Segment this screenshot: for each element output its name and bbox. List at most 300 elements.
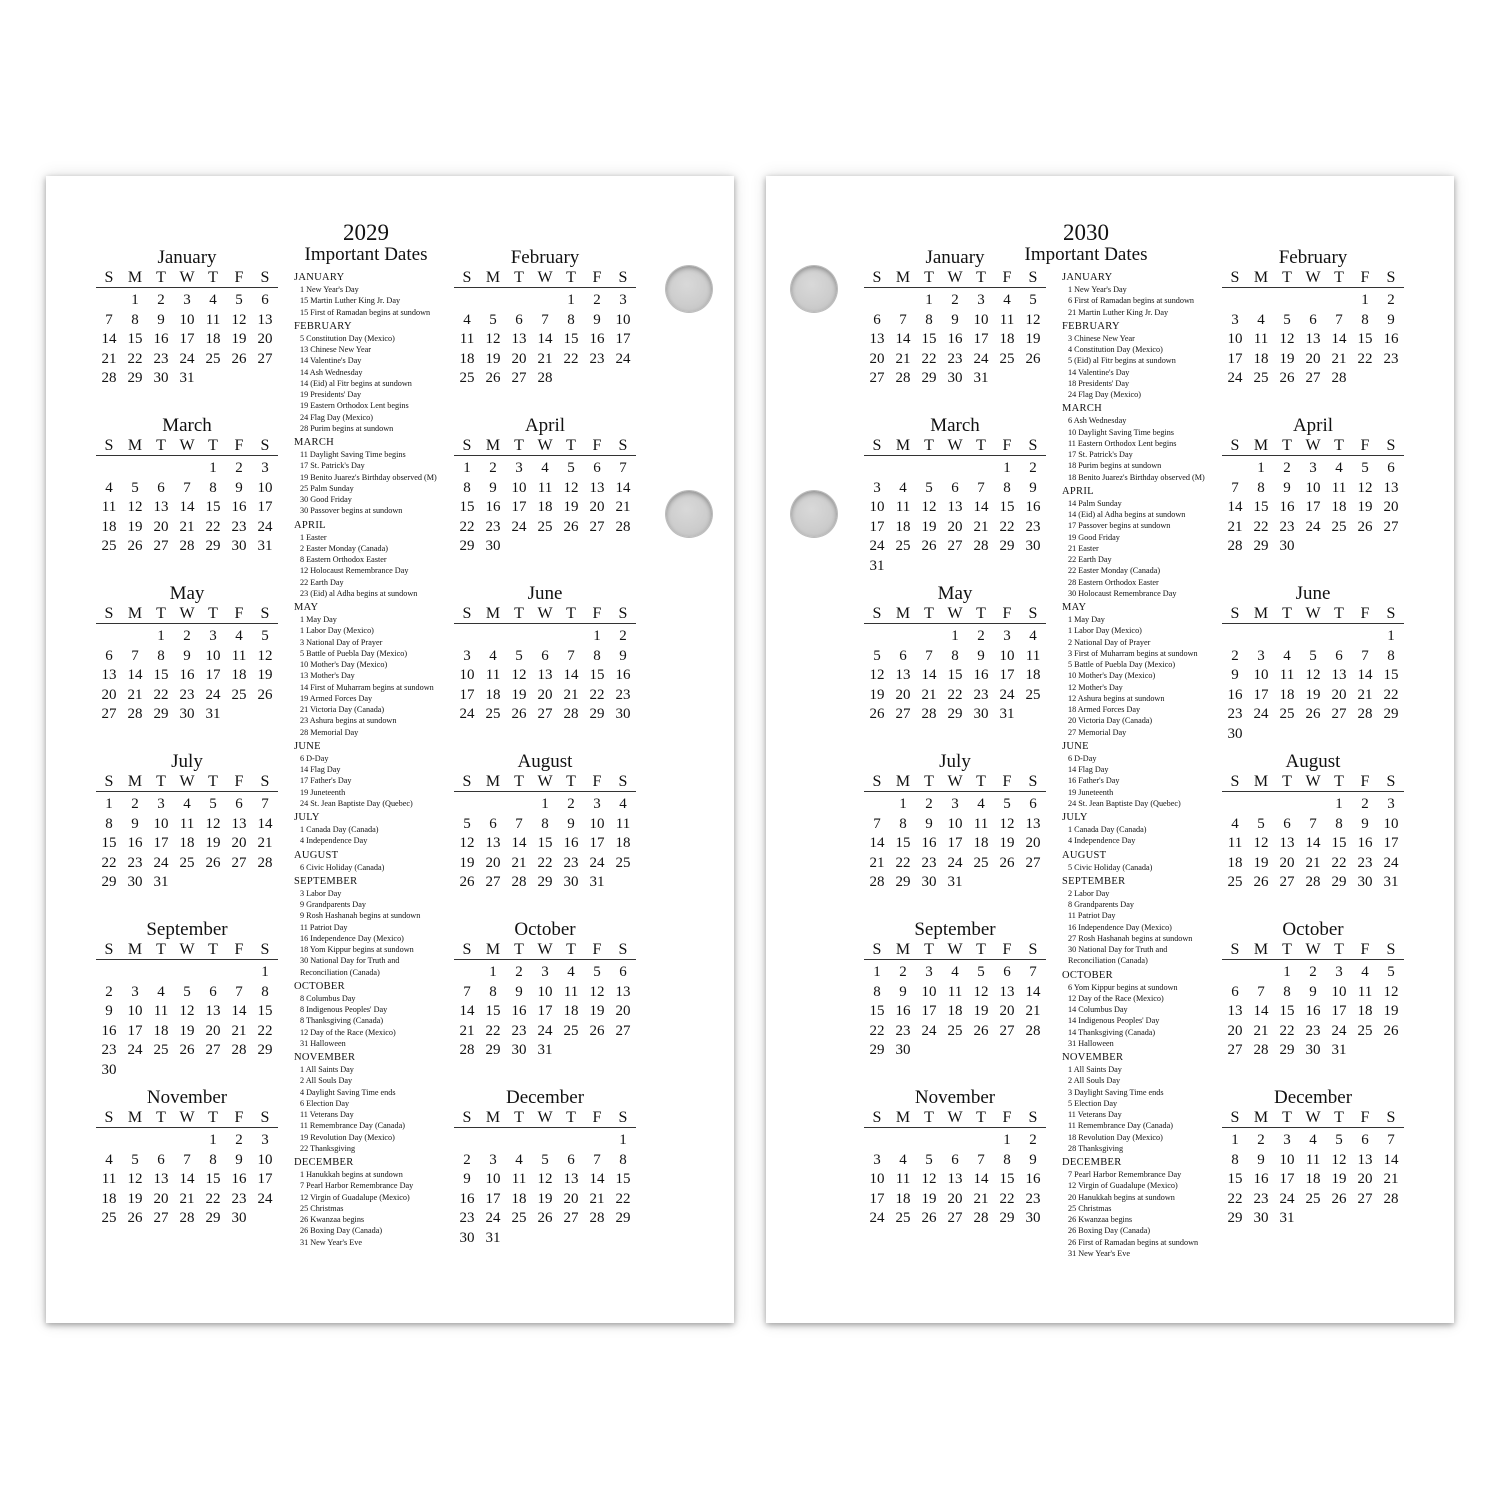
holiday-month-heading: APRIL: [294, 519, 326, 531]
day-cell: 28: [1331, 370, 1347, 386]
day-cell: 24: [1253, 706, 1269, 722]
weekday-label: W: [947, 941, 963, 958]
day-cell: 25: [563, 1022, 579, 1039]
day-cell: 25: [205, 350, 221, 367]
day-cell: 5: [1029, 292, 1037, 308]
day-cell: 28: [615, 518, 631, 535]
day-cell: 25: [1279, 706, 1295, 722]
holiday-item: 24 St. Jean Baptiste Day (Quebec): [1068, 798, 1181, 808]
day-cell: 2: [567, 796, 575, 812]
day-cell: 26: [537, 1210, 553, 1226]
empty-cell: [226, 963, 252, 983]
day-cell: 12: [869, 667, 885, 683]
day-cell: 11: [1357, 983, 1373, 1000]
holiday-item: 22 Earth Day: [1068, 555, 1112, 564]
day-cell: 1: [1335, 796, 1343, 812]
weekday-label: T: [156, 773, 166, 790]
day-cell: 8: [209, 1151, 217, 1168]
day-cell: 30: [511, 1042, 527, 1058]
day-cell: 1: [925, 292, 933, 308]
day-cell: 26: [1025, 350, 1041, 367]
day-cell: 11: [205, 311, 221, 328]
day-cell: 22: [1279, 1022, 1295, 1039]
day-cell: 7: [235, 983, 243, 1000]
day-cell: 31: [153, 874, 169, 890]
day-cell: 17: [615, 331, 631, 347]
holiday-item: 23 Ashura begins at sundown: [300, 716, 397, 726]
holiday-item: 16 Independence Day (Mexico): [1068, 922, 1172, 932]
day-cell: 27: [895, 706, 911, 722]
day-cell: 27: [1305, 370, 1321, 386]
day-cell: 30: [231, 538, 247, 554]
holiday-item: 19 Juneteenth: [300, 787, 346, 797]
empty-cell: [96, 963, 122, 983]
weekday-header: [1222, 269, 1404, 288]
day-cell: 16: [589, 331, 605, 347]
weekday-label: T: [924, 437, 934, 454]
holiday-item: 4 Independence Day: [300, 836, 368, 846]
day-cell: 26: [127, 1210, 143, 1226]
holiday-item: 13 Mother's Day: [300, 671, 355, 681]
weekday-label: W: [1305, 941, 1321, 958]
holiday-item: 2 Labor Day: [1068, 888, 1110, 898]
month-october: [1222, 920, 1404, 1061]
weekday-label: T: [1282, 437, 1292, 454]
weekday-header: [96, 1109, 278, 1128]
day-cell: 2: [1361, 796, 1369, 812]
weekday-label: M: [485, 1109, 501, 1126]
day-cell: 11: [231, 647, 247, 664]
day-cell: 19: [537, 1190, 553, 1207]
empty-cell: [942, 1131, 968, 1151]
weekday-label: T: [566, 437, 576, 454]
weekday-label: T: [1334, 437, 1344, 454]
day-cell: 10: [999, 647, 1015, 664]
holiday-item: 28 Memorial Day: [300, 727, 359, 737]
weekday-label: T: [156, 941, 166, 958]
weekday-label: T: [976, 605, 986, 622]
weekday-label: F: [1360, 941, 1370, 958]
empty-cell: [864, 291, 890, 311]
holiday-item: 14 Thanksgiving (Canada): [1068, 1027, 1156, 1037]
month-name: December: [505, 1087, 585, 1108]
empty-cell: [558, 627, 584, 647]
day-cell: 14: [1253, 1003, 1269, 1019]
day-cell: 31: [179, 370, 195, 386]
day-cell: 11: [999, 311, 1015, 328]
day-cell: 6: [1387, 460, 1395, 476]
day-cell: 2: [899, 964, 907, 980]
weekday-label: W: [537, 773, 553, 790]
weekday-label: S: [872, 941, 882, 958]
empty-cell: [1352, 627, 1378, 647]
weekday-label: W: [947, 605, 963, 622]
day-cell: 27: [153, 538, 169, 554]
day-cell: 4: [1029, 628, 1037, 644]
day-cell: 2: [1257, 1132, 1265, 1148]
empty-cell: [506, 627, 532, 647]
holiday-item: 19 Armed Forces Day: [300, 693, 373, 703]
day-cell: 8: [619, 1151, 627, 1168]
month-name: January: [925, 247, 985, 268]
day-cell: 30: [1253, 1210, 1269, 1226]
day-cell: 28: [1383, 1190, 1399, 1207]
holiday-item: 31 New Year's Eve: [300, 1237, 362, 1247]
day-cell: 27: [231, 854, 247, 871]
weekday-label: W: [1305, 773, 1321, 790]
day-cell: 26: [1357, 518, 1373, 535]
holiday-item: 22 Easter Monday (Canada): [1068, 566, 1161, 576]
holiday-item: 28 Purim begins at sundown: [300, 423, 394, 433]
holiday-item: 30 National Day for Truth and: [300, 956, 400, 966]
holiday-item: 12 Day of the Race (Mexico): [300, 1027, 396, 1037]
weekday-label: F: [1002, 941, 1012, 958]
day-cell: 29: [895, 874, 911, 890]
month-name: February: [1278, 247, 1348, 268]
day-cell: 19: [921, 1190, 937, 1207]
day-cell: 26: [485, 370, 501, 386]
weekday-label: S: [1386, 269, 1396, 286]
day-cell: 7: [105, 311, 113, 328]
day-cell: 19: [1357, 499, 1373, 515]
day-cell: 4: [899, 479, 907, 496]
day-cell: 18: [153, 1022, 169, 1039]
empty-cell: [454, 627, 480, 647]
weekday-label: T: [976, 269, 986, 286]
day-cell: 6: [1309, 311, 1317, 328]
day-cell: 17: [947, 835, 963, 851]
day-cell: 5: [515, 647, 523, 664]
day-cell: 25: [101, 538, 117, 554]
empty-cell: [480, 1131, 506, 1151]
empty-cell: [864, 459, 890, 479]
day-grid: [864, 1131, 1046, 1229]
holiday-item: 14 (Eid) al Fitr begins at sundown: [300, 378, 412, 388]
holiday-item: 18 Presidents' Day: [1068, 378, 1130, 388]
day-cell: 21: [1305, 854, 1321, 871]
day-cell: 2: [619, 628, 627, 644]
holiday-month-heading: JULY: [294, 812, 320, 823]
day-cell: 1: [209, 460, 217, 476]
day-cell: 15: [257, 1003, 273, 1019]
holiday-item: Reconciliation (Canada): [1068, 956, 1148, 966]
holiday-item: 1 Labor Day (Mexico): [1068, 626, 1142, 636]
day-cell: 11: [947, 983, 963, 1000]
day-cell: 3: [951, 796, 959, 812]
holiday-item: 7 Pearl Harbor Remembrance Day: [300, 1181, 414, 1191]
day-cell: 21: [1331, 350, 1347, 367]
holiday-item: 15 Martin Luther King Jr. Day: [300, 296, 401, 306]
day-cell: 24: [615, 350, 631, 367]
day-cell: 27: [485, 874, 501, 890]
day-cell: 3: [1387, 796, 1395, 812]
day-cell: 31: [1331, 1042, 1347, 1058]
day-cell: 22: [1331, 854, 1347, 871]
day-cell: 6: [1361, 1132, 1369, 1148]
holiday-item: 2 All Souls Day: [1068, 1076, 1121, 1086]
day-cell: 19: [921, 518, 937, 535]
day-cell: 11: [485, 667, 501, 683]
empty-cell: [532, 291, 558, 311]
holiday-item: 3 Chinese New Year: [1068, 333, 1135, 343]
day-cell: 30: [615, 706, 631, 722]
day-cell: 3: [261, 460, 269, 476]
empty-cell: [1274, 291, 1300, 311]
empty-cell: [916, 627, 942, 647]
day-cell: 12: [563, 479, 579, 496]
day-cell: 1: [567, 292, 575, 308]
holiday-item: 14 Columbus Day: [1068, 1005, 1128, 1014]
day-cell: 25: [537, 518, 553, 535]
holiday-item: 11 Eastern Orthodox Lent begins: [1068, 438, 1177, 448]
weekday-label: M: [895, 941, 911, 958]
day-cell: 22: [485, 1022, 501, 1039]
day-cell: 23: [101, 1042, 117, 1058]
day-cell: 17: [1331, 1003, 1347, 1019]
holiday-item: 7 Pearl Harbor Remembrance Day: [1068, 1170, 1182, 1179]
holiday-item: 3 First of Muharram begins at sundown: [1068, 648, 1198, 658]
day-cell: 6: [1029, 796, 1037, 812]
day-cell: 6: [157, 479, 165, 496]
day-cell: 24: [921, 1022, 937, 1039]
weekday-label: S: [1028, 605, 1038, 622]
weekday-label: T: [514, 437, 524, 454]
weekday-header: [96, 773, 278, 792]
holiday-item: 5 Election Day: [1068, 1098, 1118, 1108]
weekday-label: F: [1360, 269, 1370, 286]
holiday-item: 16 Father's Day: [1068, 776, 1120, 786]
holiday-item: 19 Benito Juarez's Birthday observed (M): [300, 472, 437, 482]
weekday-label: T: [208, 269, 218, 286]
holiday-item: 11 Remembrance Day (Canada): [1068, 1121, 1173, 1131]
holiday-month-heading: NOVEMBER: [1062, 1052, 1124, 1063]
day-cell: 10: [615, 311, 631, 328]
day-cell: 10: [511, 479, 527, 496]
month-june: [454, 584, 636, 725]
day-cell: 25: [1305, 1190, 1321, 1207]
day-cell: 4: [157, 983, 165, 1000]
holiday-item: 12 Virgin of Guadalupe (Mexico): [300, 1192, 410, 1202]
day-cell: 12: [1025, 311, 1041, 328]
empty-cell: [454, 1131, 480, 1151]
weekday-label: W: [537, 269, 553, 286]
day-cell: 10: [1279, 1151, 1295, 1168]
day-cell: 21: [179, 1190, 195, 1207]
day-cell: 19: [485, 350, 501, 367]
month-november: [96, 1088, 278, 1229]
weekday-label: S: [1386, 1109, 1396, 1126]
day-cell: 22: [1227, 1190, 1243, 1207]
day-cell: 14: [1331, 331, 1347, 347]
day-cell: 24: [869, 538, 885, 554]
empty-cell: [148, 1131, 174, 1151]
weekday-label: W: [179, 437, 195, 454]
day-cell: 26: [921, 538, 937, 554]
day-cell: 8: [567, 311, 575, 328]
day-cell: 7: [1387, 1132, 1395, 1148]
weekday-label: M: [895, 1109, 911, 1126]
empty-cell: [148, 963, 174, 983]
holiday-item: 1 New Year's Day: [1068, 285, 1127, 294]
day-cell: 6: [235, 796, 243, 812]
month-september: [96, 920, 278, 1080]
day-cell: 4: [619, 796, 627, 812]
weekday-label: T: [924, 773, 934, 790]
day-cell: 7: [873, 815, 881, 832]
day-cell: 30: [1305, 1042, 1321, 1058]
weekday-label: W: [947, 1109, 963, 1126]
day-cell: 25: [1253, 370, 1269, 386]
day-cell: 11: [537, 479, 553, 496]
day-cell: 27: [563, 1210, 579, 1226]
weekday-label: S: [872, 1109, 882, 1126]
day-cell: 23: [459, 1210, 475, 1226]
day-grid: [96, 291, 278, 389]
day-cell: 22: [153, 686, 169, 703]
day-cell: 3: [1231, 311, 1239, 328]
day-cell: 27: [589, 518, 605, 535]
weekday-label: F: [234, 605, 244, 622]
weekday-label: M: [127, 437, 143, 454]
weekday-label: S: [618, 605, 628, 622]
weekday-label: T: [156, 269, 166, 286]
day-cell: 3: [209, 628, 217, 644]
day-cell: 20: [947, 518, 963, 535]
weekday-label: T: [156, 437, 166, 454]
weekday-label: T: [924, 941, 934, 958]
day-cell: 2: [489, 460, 497, 476]
day-cell: 7: [1257, 983, 1265, 1000]
day-cell: 13: [1279, 835, 1295, 851]
day-grid: [96, 627, 278, 725]
day-cell: 17: [127, 1022, 143, 1039]
month-december: [454, 1088, 636, 1248]
weekday-label: M: [1253, 1109, 1269, 1126]
day-cell: 18: [947, 1003, 963, 1019]
day-cell: 15: [895, 835, 911, 851]
day-cell: 3: [541, 964, 549, 980]
day-cell: 14: [563, 667, 579, 683]
empty-cell: [122, 459, 148, 479]
day-cell: 28: [1305, 874, 1321, 890]
day-cell: 21: [1227, 518, 1243, 535]
empty-cell: [96, 1131, 122, 1151]
holiday-item: 22 Thanksgiving: [300, 1143, 356, 1153]
day-cell: 14: [231, 1003, 247, 1019]
day-cell: 3: [261, 1132, 269, 1148]
day-cell: 16: [563, 835, 579, 851]
weekday-label: F: [592, 1109, 602, 1126]
day-cell: 12: [921, 1171, 937, 1187]
empty-cell: [506, 1131, 532, 1151]
day-cell: 20: [1357, 1171, 1373, 1187]
day-cell: 25: [973, 854, 989, 871]
day-grid: [1222, 1131, 1404, 1229]
day-cell: 13: [869, 331, 885, 347]
day-cell: 28: [973, 1210, 989, 1226]
day-cell: 28: [127, 706, 143, 722]
day-cell: 23: [231, 1190, 247, 1207]
day-cell: 13: [257, 311, 273, 328]
day-cell: 16: [1253, 1171, 1269, 1187]
weekday-label: F: [234, 1109, 244, 1126]
day-cell: 27: [1383, 518, 1399, 535]
empty-cell: [200, 963, 226, 983]
day-cell: 8: [157, 647, 165, 664]
day-cell: 30: [973, 706, 989, 722]
day-grid: [864, 627, 1046, 725]
binder-hole: [791, 266, 837, 312]
weekday-label: M: [127, 605, 143, 622]
weekday-label: S: [104, 1109, 114, 1126]
month-name: January: [157, 247, 217, 268]
day-cell: 15: [153, 667, 169, 683]
day-cell: 22: [615, 1190, 631, 1207]
day-cell: 31: [589, 874, 605, 890]
holiday-item: 5 (Eid) al Fitr begins at sundown: [1068, 356, 1176, 366]
day-cell: 1: [951, 628, 959, 644]
day-cell: 2: [131, 796, 139, 812]
day-cell: 6: [209, 983, 217, 1000]
weekday-label: S: [462, 941, 472, 958]
holiday-item: 8 Thanksgiving (Canada): [300, 1016, 384, 1026]
weekday-label: S: [1230, 269, 1240, 286]
day-cell: 21: [1357, 686, 1373, 703]
weekday-label: S: [872, 269, 882, 286]
important-dates-title: Important Dates: [304, 244, 428, 265]
day-cell: 7: [977, 479, 985, 496]
day-cell: 16: [1227, 686, 1243, 703]
day-cell: 7: [1335, 311, 1343, 328]
month-name: December: [1273, 1087, 1353, 1108]
day-cell: 9: [1283, 479, 1291, 496]
day-cell: 4: [515, 1151, 523, 1168]
holiday-item: 31 Halloween: [1068, 1038, 1114, 1048]
day-cell: 23: [511, 1022, 527, 1039]
weekday-label: M: [127, 941, 143, 958]
empty-cell: [916, 1131, 942, 1151]
weekday-label: W: [179, 941, 195, 958]
day-cell: 15: [1383, 667, 1399, 683]
day-cell: 5: [209, 796, 217, 812]
day-cell: 6: [515, 311, 523, 328]
day-cell: 11: [563, 983, 579, 1000]
day-cell: 23: [615, 686, 631, 703]
day-cell: 26: [459, 874, 475, 890]
weekday-label: F: [234, 773, 244, 790]
day-cell: 13: [1305, 331, 1321, 347]
day-cell: 14: [179, 1171, 195, 1187]
holiday-month-heading: JULY: [1062, 812, 1088, 823]
day-cell: 5: [593, 964, 601, 980]
day-cell: 8: [489, 983, 497, 1000]
day-cell: 16: [179, 667, 195, 683]
day-cell: 13: [895, 667, 911, 683]
day-cell: 6: [1231, 983, 1239, 1000]
day-cell: 18: [1253, 350, 1269, 367]
month-name: September: [914, 919, 996, 940]
day-cell: 9: [593, 311, 601, 328]
empty-cell: [122, 963, 148, 983]
day-cell: 20: [1279, 854, 1295, 871]
month-name: April: [1292, 415, 1334, 436]
day-cell: 1: [157, 628, 165, 644]
weekday-label: M: [1253, 773, 1269, 790]
day-cell: 25: [459, 370, 475, 386]
holiday-item: 1 May Day: [300, 615, 337, 624]
day-cell: 2: [157, 292, 165, 308]
day-cell: 7: [977, 1151, 985, 1168]
